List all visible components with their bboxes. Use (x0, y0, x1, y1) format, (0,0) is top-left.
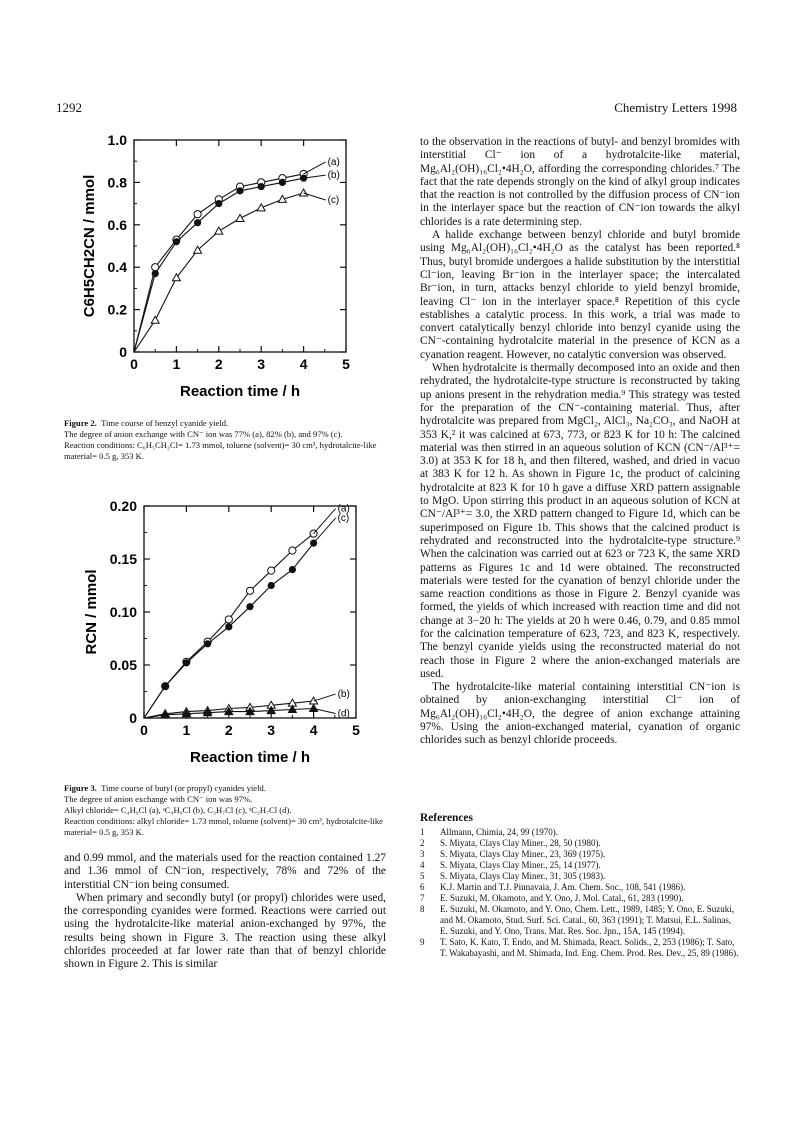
x-axis-label: Reaction time / h (189, 749, 311, 766)
figure-2-chart (44, 124, 384, 414)
data-point-filled-circle (183, 659, 190, 666)
data-point-filled-circle (268, 582, 275, 589)
reference-number: 7 (420, 893, 425, 903)
x-tick-label: 3 (257, 356, 266, 372)
y-tick-label: 0.20 (109, 498, 137, 514)
x-tick-label: 1 (172, 356, 181, 372)
series-label: (c) (327, 195, 340, 206)
series-label-leader (314, 518, 336, 543)
journal-title: Chemistry Letters 1998 (614, 100, 737, 115)
series-label-leader (314, 509, 336, 534)
figure-2-title: Time course of benzyl cyanide yield. (101, 418, 229, 428)
x-tick-label: 5 (352, 722, 360, 738)
series-label: (d) (337, 708, 350, 720)
x-tick-label: 4 (309, 722, 318, 738)
data-point-filled-circle (152, 270, 159, 277)
x-axis-label: Reaction time / h (179, 383, 301, 400)
y-axis-label: RCN / mmol (83, 569, 100, 655)
data-point-open-triangle (257, 204, 265, 211)
series-line-c (134, 193, 304, 352)
reference-text: E. Suzuki, M. Okamoto, and Y. Ono, J. Mol. Catal., 61, 283 (1990). (440, 893, 684, 903)
data-point-filled-circle (279, 179, 286, 186)
series-label-leader (314, 694, 336, 701)
figure-2-caption (64, 418, 384, 462)
figure-3-caption (64, 783, 384, 838)
y-tick-label: 1.0 (107, 132, 127, 148)
reference-text: S. Miyata, Clays Clay Miner., 31, 305 (1983). (440, 871, 606, 881)
reference-item (420, 827, 740, 838)
y-tick-label: 0.2 (107, 301, 127, 318)
data-point-open-circle (246, 587, 253, 594)
data-point-filled-circle (162, 683, 169, 690)
x-tick-label: 4 (299, 356, 308, 372)
data-point-filled-circle (225, 623, 232, 630)
reference-text: S. Miyata, Clays Clay Miner., 23, 369 (1975). (440, 849, 606, 859)
references-heading: References (420, 812, 473, 824)
reference-item (420, 882, 740, 893)
x-tick-label: 0 (130, 356, 138, 372)
figure-2-label: Figure 2. (64, 418, 97, 428)
data-point-filled-circle (215, 200, 222, 207)
figure-3-plot (44, 490, 384, 780)
y-tick-label: 0 (129, 710, 137, 726)
data-point-filled-circle (204, 640, 211, 647)
series-label: (a) (337, 503, 350, 515)
x-tick-label: 2 (214, 356, 223, 372)
plot-frame (134, 140, 346, 352)
x-tick-label: 2 (224, 722, 233, 738)
reference-item (420, 893, 740, 904)
paragraph: to the observation in the reactions of butyl- and benzyl bromides with interstitial Cl⁻ ion of a hydrotalcite-like material, Mg₆Al₂(OH)₁₆Cl₂•4H₂O, affording the corresponding chlorides.⁷ The fact that the rate depends strongly on the kind of alkyl group indicates that the reaction is not controlled by the diffusion process of CN⁻ion in the interlayer space but the reaction of CN⁻ion towards the alkyl chlorides is a rate determining step. (420, 136, 740, 228)
reference-item (420, 871, 740, 882)
reference-number: 5 (420, 871, 425, 881)
references-section (420, 812, 740, 959)
right-column-text (420, 136, 740, 748)
figure-2-caption-line: Reaction conditions: C₆H₅CH₂Cl= 1.73 mmol, toluene (solvent)= 30 cm³, hydrotalcite-like material= 0.5 g, 353 K. (64, 440, 377, 461)
y-axis-label: C6H5CH2CN / mmol (81, 174, 98, 318)
data-point-filled-circle (194, 219, 201, 226)
series-label: (b) (327, 170, 340, 182)
reference-text: S. Miyata, Clays Clay Miner., 28, 50 (1980). (440, 838, 601, 848)
figure-3-caption-line: Reaction conditions: alkyl chloride= 1.73 mmol, toluene (solvent)= 30 cm³, hydrotalcite-like material= 0.5 g, 353 K. (64, 816, 383, 837)
x-tick-label: 3 (267, 722, 276, 738)
paragraph: When hydrotalcite is thermally decomposed into an oxide and then rehydrated, the hydrotalcite-type structure is reconstructed by taking up anions present in the rehydration media.⁹ This strategy was tested for the preparation of the CN⁻-containing material. Thus, after hydrotalcite was prepared from MgCl₂, AlCl₃, Na₂CO₃, and NaOH at 353 K,² it was calcined at 673, 773, or 823 K for 10 h: The calcined material was then stirred in an aqueous solution of KCN (CN⁻/Al³⁺= 3.0) at 353 K for 18 h, and then filtered, washed, and dried in vacuo at 383 K for 12 h. As shown in Figure 1c, the product of calcining hydrotalcite at 823 K for 10 h gave a diffuse XRD pattern assignable to MgO. Upon stirring this product in an aqueous solution of KCN at CN⁻/Al³⁺= 3.0, the XRD pattern changed to Figure 1d, which can be superimposed on Figure 1b. This shows that the calcined product is rehydrated and reconstructed into the hydrotalcite-type structure.⁹ When the calcination was carried out at 623 or 723 K, the same XRD patterns as Figures 1c and 1d were obtained. The reconstructed materials were tested for the cyanation of benzyl chloride under the same reaction conditions as those in Figure 2. Benzyl cyanide was formed, the yields of which increased with reaction time and did not change at 3−20 h: The yields at 20 h were 0.46, 0.79, and 0.85 mmol for the calcination temperature of 623, 723, and 823 K, respectively. The benzyl cyanide yields using the reconstructed material do not reach those in Figure 2 where the anion-exchanged materials are used. (420, 362, 740, 680)
figure-2-plot (44, 124, 384, 414)
data-point-open-triangle (236, 214, 244, 221)
y-tick-label: 0.6 (107, 216, 127, 233)
figure-2-caption-line: The degree of anion exchange with CN⁻ ion was 77% (a), 82% (b), and 97% (c). (64, 429, 343, 439)
x-tick-label: 5 (342, 356, 350, 372)
figure-3-chart (44, 490, 384, 780)
reference-number: 8 (420, 904, 425, 914)
reference-text: Allmann, Chimia, 24, 99 (1970). (440, 827, 558, 837)
series-label-leader (304, 162, 326, 174)
data-point-open-triangle (151, 316, 159, 323)
paragraph: The hydrotalcite-like material containing interstitial CN⁻ion is obtained by anion-exchanging interstitial Cl⁻ ion of Mg₆Al₂(OH)₁₆Cl₂•4H₂O, the degree of anion exchange attaining 97%. Using the anion-exchanged material, cyanation of organic chlorides such as benzyl chloride proceeds. (420, 681, 740, 747)
paragraph: A halide exchange between benzyl chloride and butyl bromide using Mg₆Al₂(OH)₁₆Cl₂•4H₂O as the catalyst has been reported.⁸ Thus, butyl bromide undergoes a halide substitution by the interstitial Cl⁻ion, leaving Br⁻ion in the interlayer space; the intercalated Br⁻ion, in turn, attacks benzyl chloride to yield benzyl bromide, leaving Cl⁻ ion in the interlayer space.⁸ Repetition of this cycle establishes a catalytic process. In this work, a trial was made to convert catalytically benzyl chloride into benzyl cyanide using the CN⁻-containing hydrotalcite material in the presence of KCN as a cyanation reagent. However, no catalytic conversion was observed. (420, 229, 740, 361)
y-tick-label: 0.05 (109, 657, 137, 673)
y-tick-label: 0.10 (109, 604, 137, 620)
reference-number: 6 (420, 882, 425, 892)
reference-text: K.J. Martin and T.J. Pinnavaia, J. Am. Chem. Soc., 108, 541 (1986). (440, 882, 686, 892)
data-point-filled-circle (289, 566, 296, 573)
y-tick-label: 0.4 (107, 259, 127, 276)
reference-number: 1 (420, 827, 425, 837)
series-label: (c) (337, 513, 350, 525)
reference-text: T. Sato, K. Kato, T. Endo, and M. Shimada, React. Solids., 2, 253 (1986); T. Sato, T. Wakabayashi, and M. Shimada, Ind. Eng. Chem. Prod. Res. Dev., 25, 89 (1986). (440, 937, 739, 958)
series-line-c (144, 543, 314, 718)
y-tick-label: 0.8 (107, 174, 127, 191)
reference-item (420, 937, 740, 959)
data-point-open-triangle (215, 227, 223, 234)
reference-number: 4 (420, 860, 425, 870)
series-label: (a) (327, 156, 340, 168)
left-column-text (64, 852, 386, 972)
series-label: (b) (337, 689, 350, 701)
figure-3-label: Figure 3. (64, 783, 97, 793)
figure-3-title: Time course of butyl (or propyl) cyanides yield. (101, 783, 266, 793)
figure-3-caption-line: Alkyl chloride= C₄H₉Cl (a), ˢC₄H₉Cl (b), C₃H₇Cl (c), ˢC₃H₇Cl (d). (64, 805, 292, 815)
reference-text: E. Suzuki, M. Okamoto, and Y. Ono, Chem. Lett., 1989, 1485; Y. Ono, E. Suzuki, and M. Okamoto, Stud. Surf. Sci. Catal., 60, 363 (1991); T. Matsui, E.L. Salinas, E. Suzuki, and Y. Ono, Trans. Mat. Res. Soc. Jpn., 15A, 145 (1994). (440, 904, 734, 936)
page-number: 1292 (56, 100, 82, 115)
reference-text: S. Miyata, Clays Clay Miner., 25, 14 (1977). (440, 860, 601, 870)
reference-item (420, 849, 740, 860)
reference-number: 3 (420, 849, 425, 859)
reference-number: 2 (420, 838, 425, 848)
data-point-open-circle (289, 547, 296, 554)
reference-item (420, 860, 740, 871)
figure-3-caption-line: The degree of anion exchange with CN⁻ ion was 97%. (64, 794, 253, 804)
x-tick-label: 1 (182, 722, 191, 738)
data-point-filled-triangle (310, 704, 318, 711)
reference-number: 9 (420, 937, 425, 947)
y-tick-label: 0.15 (109, 551, 137, 567)
data-point-open-triangle (300, 189, 308, 196)
x-tick-label: 0 (140, 722, 148, 738)
paragraph: When primary and secondly butyl (or propyl) chlorides were used, the corresponding cyanides were formed. Reactions were carried out using the hydrotalcite-like material anion-exchanged by 97%, the results being shown in Figure 3. The reaction using these alkyl chlorides proceeded at far lower rate than that of benzyl chloride shown in Figure 2. This is similar (64, 891, 386, 971)
data-point-filled-circle (236, 187, 243, 194)
y-tick-label: 0 (119, 344, 127, 360)
reference-item (420, 904, 740, 937)
data-point-open-circle (225, 616, 232, 623)
data-point-open-circle (268, 567, 275, 574)
plot-frame (144, 503, 356, 718)
data-point-filled-circle (246, 603, 253, 610)
paragraph: and 0.99 mmol, and the materials used for the reaction contained 1.27 and 1.36 mmol of CN⁻ion, respectively, 78% and 72% of the interstitial CN⁻ion being consumed. (64, 852, 386, 891)
data-point-filled-circle (173, 238, 180, 245)
data-point-open-circle (194, 211, 201, 218)
data-point-filled-circle (258, 183, 265, 190)
reference-item (420, 838, 740, 849)
